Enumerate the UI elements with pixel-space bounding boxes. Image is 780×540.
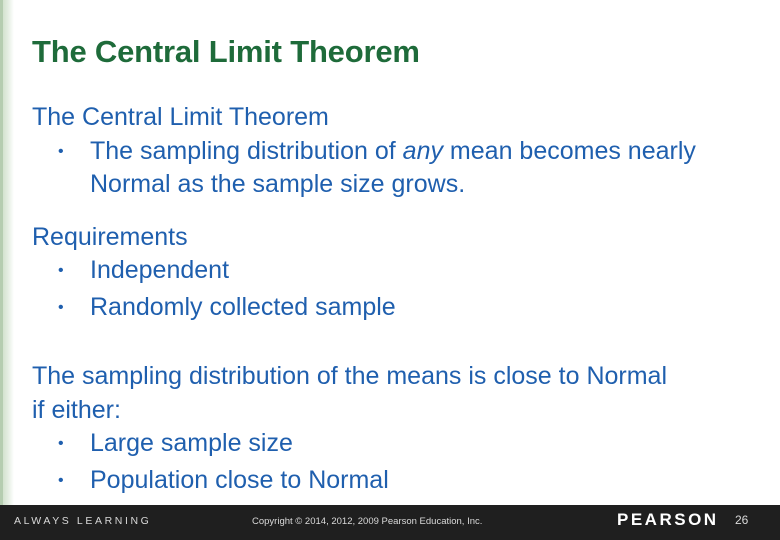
text-span: mean becomes nearly Normal as the sample size grows. bbox=[90, 136, 696, 198]
slide-footer bbox=[0, 505, 780, 540]
emphasis-text: any bbox=[402, 136, 443, 165]
list-item bbox=[32, 291, 767, 328]
section-requirements bbox=[32, 221, 767, 328]
bullet-icon: • bbox=[58, 471, 64, 489]
section-requirements-heading: Requirements bbox=[32, 222, 188, 251]
text-span: The sampling distribution of bbox=[90, 136, 403, 165]
section-conditions bbox=[32, 360, 767, 500]
list-item bbox=[32, 254, 767, 291]
section-clt-heading: The Central Limit Theorem bbox=[32, 103, 329, 131]
list-item-text: Independent bbox=[90, 256, 230, 284]
bullet-icon: • bbox=[58, 298, 64, 316]
list-item-text: Population close to Normal bbox=[90, 465, 389, 494]
footer-copyright: Copyright © 2014, 2012, 2009 Pearson Education, Inc. bbox=[252, 516, 483, 527]
section-conditions-heading-line1: The sampling distribution of the means is close to Normal bbox=[32, 362, 668, 390]
list-item-text: Randomly collected sample bbox=[90, 292, 396, 321]
section-conditions-heading-line2: if either: bbox=[32, 395, 121, 424]
left-accent-edge bbox=[0, 0, 3, 505]
bullet-icon: • bbox=[58, 142, 64, 160]
slide-body bbox=[32, 101, 767, 500]
list-item bbox=[32, 135, 767, 202]
list-item bbox=[32, 427, 767, 464]
page-number: 26 bbox=[735, 513, 749, 527]
bullet-icon: • bbox=[58, 435, 64, 452]
list-item bbox=[32, 464, 767, 501]
list-item-text bbox=[90, 135, 767, 202]
bullet-icon: • bbox=[58, 262, 64, 279]
list-item-text: Large sample size bbox=[90, 429, 293, 457]
publisher-logo: PEARSON bbox=[617, 510, 719, 529]
footer-tagline: ALWAYS LEARNING bbox=[14, 515, 152, 527]
slide-title: The Central Limit Theorem bbox=[32, 34, 420, 69]
section-clt bbox=[32, 101, 767, 202]
